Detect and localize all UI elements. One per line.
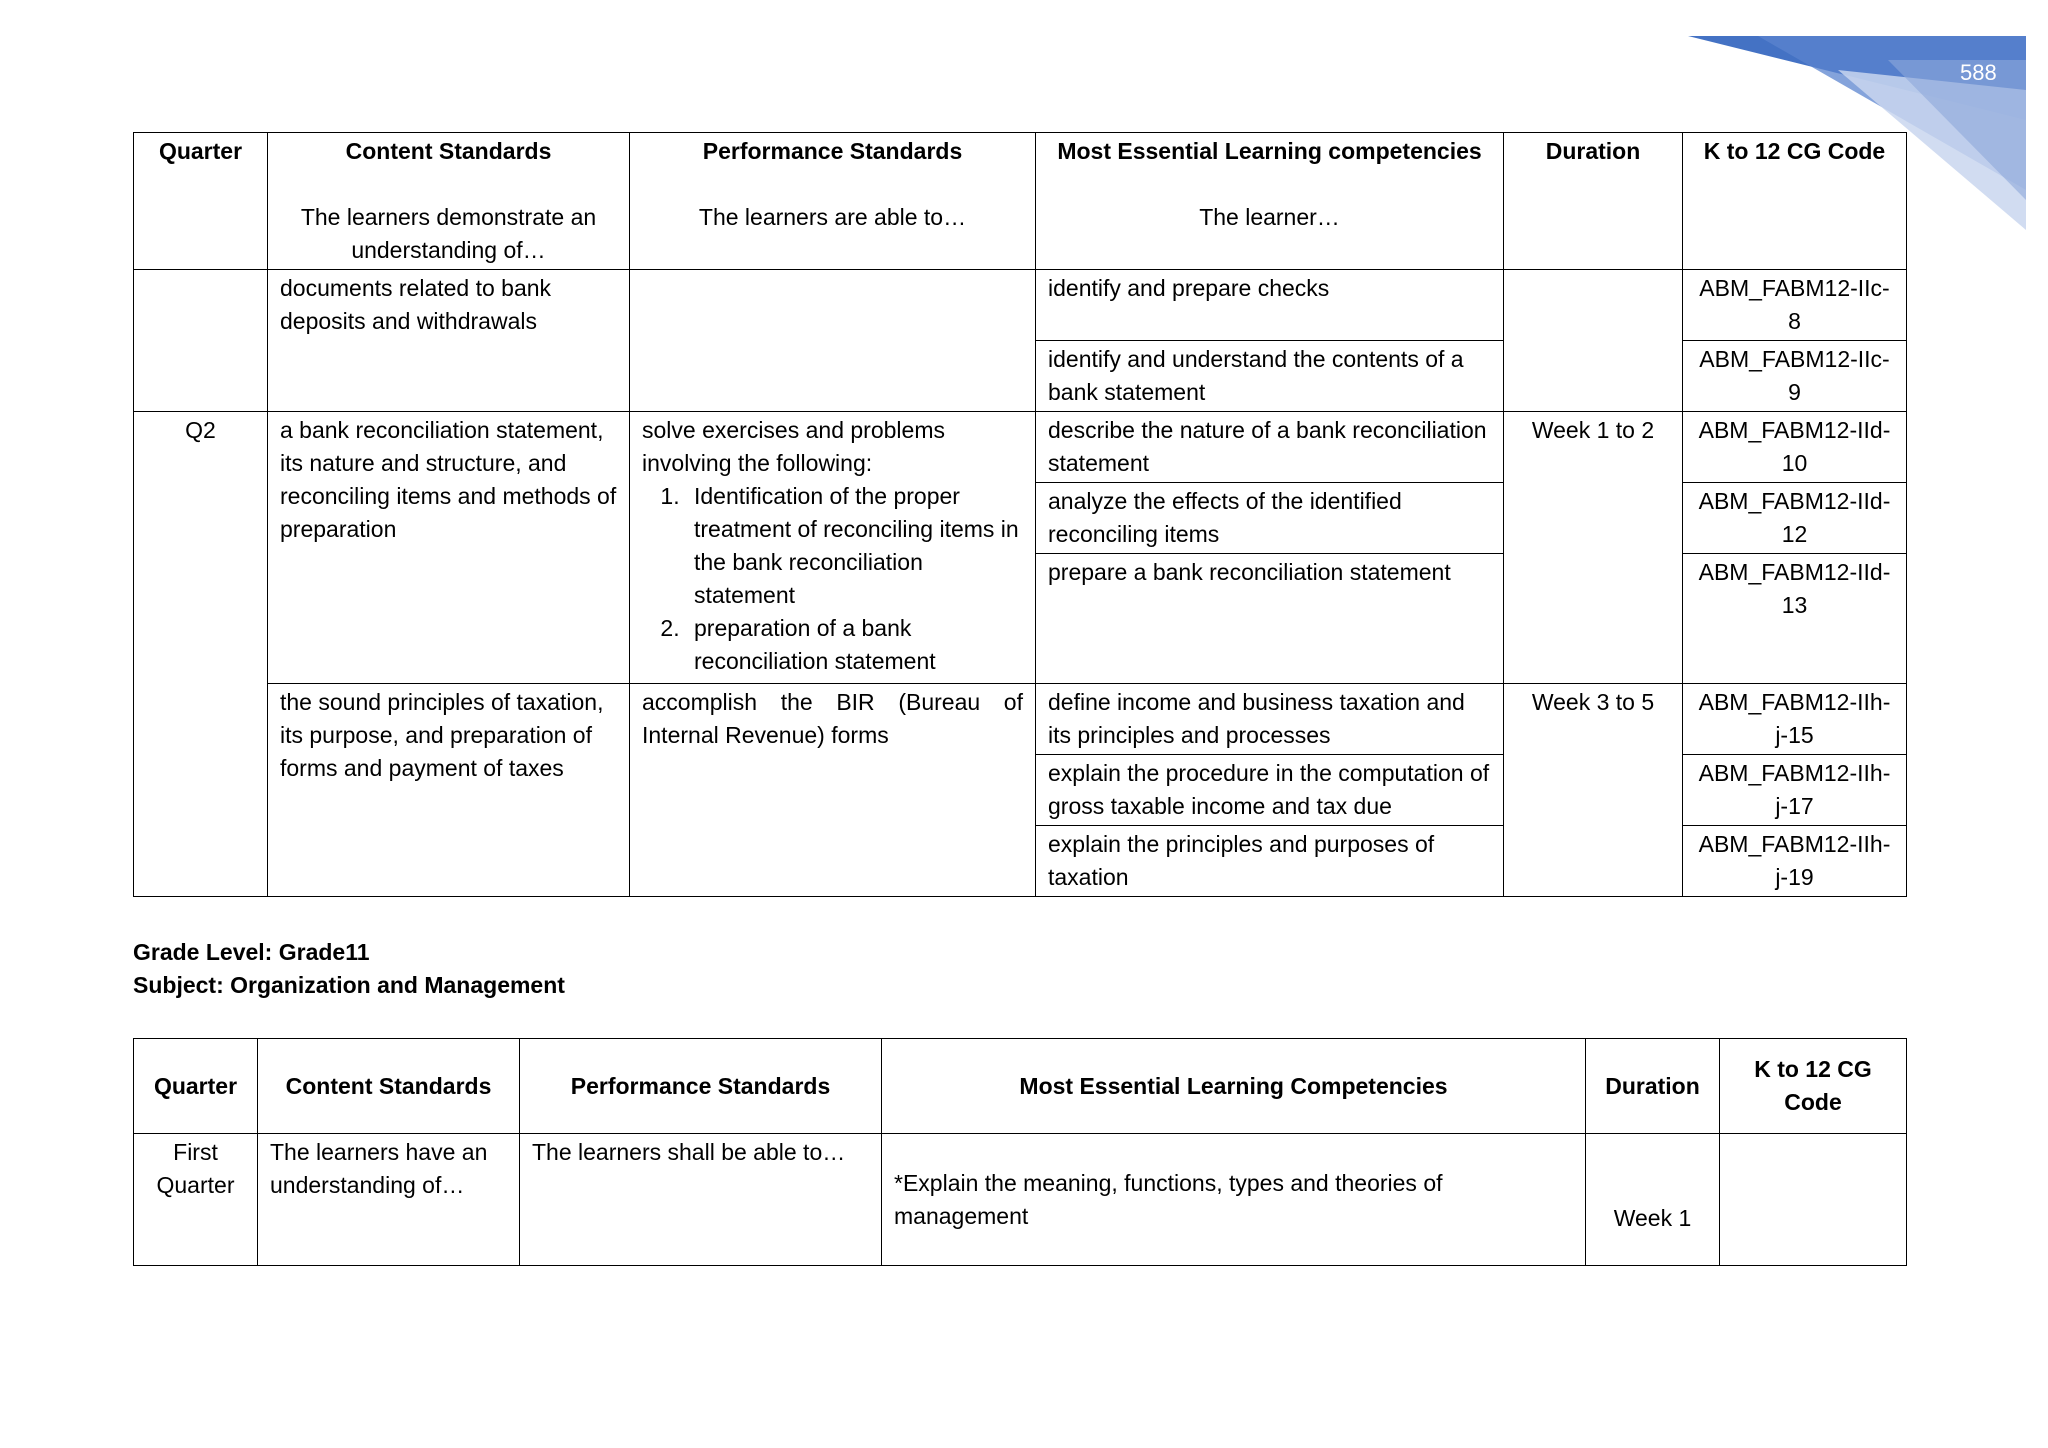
melc-cell: explain the principles and purposes of taxation [1036,826,1504,897]
melc-cell: define income and business taxation and its principles and processes [1036,684,1504,755]
header-content-standards: Content Standards The learners demonstrate an understanding of… [268,133,630,270]
performance-standard-cell: accomplish the BIR (Bureau of Internal Revenue) forms [630,684,1036,897]
subject-label: Subject: Organization and Management [133,972,565,998]
cg-code-cell: ABM_FABM12-IIh-j-19 [1683,826,1907,897]
performance-list [642,480,1023,678]
melc-cell: *Explain the meaning, functions, types and theories of management [882,1134,1586,1266]
header-performance-sub: The learners are able to… [698,204,967,230]
cg-code-cell: ABM_FABM12-IId-13 [1683,554,1907,684]
header-melc: Most Essential Learning Competencies [882,1039,1586,1134]
quarter-cell [134,270,268,412]
header-quarter: Quarter [134,1039,258,1134]
duration-cell: Week 3 to 5 [1504,684,1683,897]
header-performance-standards: Performance Standards The learners are able to… [630,133,1036,270]
content-standard-cell: a bank reconciliation statement, its nature and structure, and reconciling items and methods of preparation [268,412,630,684]
melc-cell: explain the procedure in the computation of gross taxable income and tax due [1036,755,1504,826]
header-content-standards: Content Standards [258,1039,520,1134]
table-row [134,270,1907,341]
header-content-sub: The learners demonstrate an understanding of… [300,204,597,263]
melc-cell: prepare a bank reconciliation statement [1036,554,1504,684]
cg-code-cell: ABM_FABM12-IId-10 [1683,412,1907,483]
performance-standard-cell [630,412,1036,684]
duration-cell: Week 1 to 2 [1504,412,1683,684]
cg-code-cell: ABM_FABM12-IIc-8 [1683,270,1907,341]
cg-code-cell: ABM_FABM12-IIh-j-17 [1683,755,1907,826]
page-number: 588 [1960,60,1997,85]
quarter-cell: Q2 [134,412,268,897]
header-duration: Duration [1586,1039,1720,1134]
cg-code-cell: ABM_FABM12-IIh-j-15 [1683,684,1907,755]
header-performance-standards: Performance Standards [520,1039,882,1134]
melc-cell: identify and prepare checks [1036,270,1504,341]
header-melc: Most Essential Learning competencies The learner… [1036,133,1504,270]
performance-standard-cell: The learners shall be able to… [520,1134,882,1266]
duration-cell: Week 1 [1586,1134,1720,1266]
cg-code-cell [1720,1134,1907,1266]
table-row [134,684,1907,755]
header-duration: Duration [1504,133,1683,270]
list-item: 2. preparation of a bank reconciliation statement [686,612,1023,678]
table-row [134,412,1907,483]
cg-code-cell: ABM_FABM12-IIc-9 [1683,341,1907,412]
performance-standard-cell [630,270,1036,412]
header-quarter: Quarter [134,133,268,270]
table-header-row [134,133,1907,270]
melc-cell: analyze the effects of the identified reconciling items [1036,483,1504,554]
header-cg-code: K to 12 CG Code [1720,1039,1907,1134]
table-row [134,1134,1907,1266]
duration-cell [1504,270,1683,412]
grade-level-label: Grade Level: Grade11 [133,939,370,965]
melc-cell: identify and understand the contents of a bank statement [1036,341,1504,412]
content-standard-cell: The learners have an understanding of… [258,1134,520,1266]
melc-cell: describe the nature of a bank reconciliation statement [1036,412,1504,483]
list-item: 1. Identification of the proper treatment of reconciling items in the bank reconciliation statement [686,480,1023,612]
performance-intro: solve exercises and problems involving the following: [642,417,945,476]
header-cg-code: K to 12 CG Code [1683,133,1907,270]
quarter-cell: First Quarter [134,1134,258,1266]
table-header-row [134,1039,1907,1134]
curriculum-table-org-management [133,1038,1907,1266]
header-melc-sub: The learner… [1199,204,1340,230]
content-standard-cell: the sound principles of taxation, its purpose, and preparation of forms and payment of taxes [268,684,630,897]
content-standard-cell: documents related to bank deposits and withdrawals [268,270,630,412]
curriculum-table-fabm [133,132,1907,897]
cg-code-cell: ABM_FABM12-IId-12 [1683,483,1907,554]
